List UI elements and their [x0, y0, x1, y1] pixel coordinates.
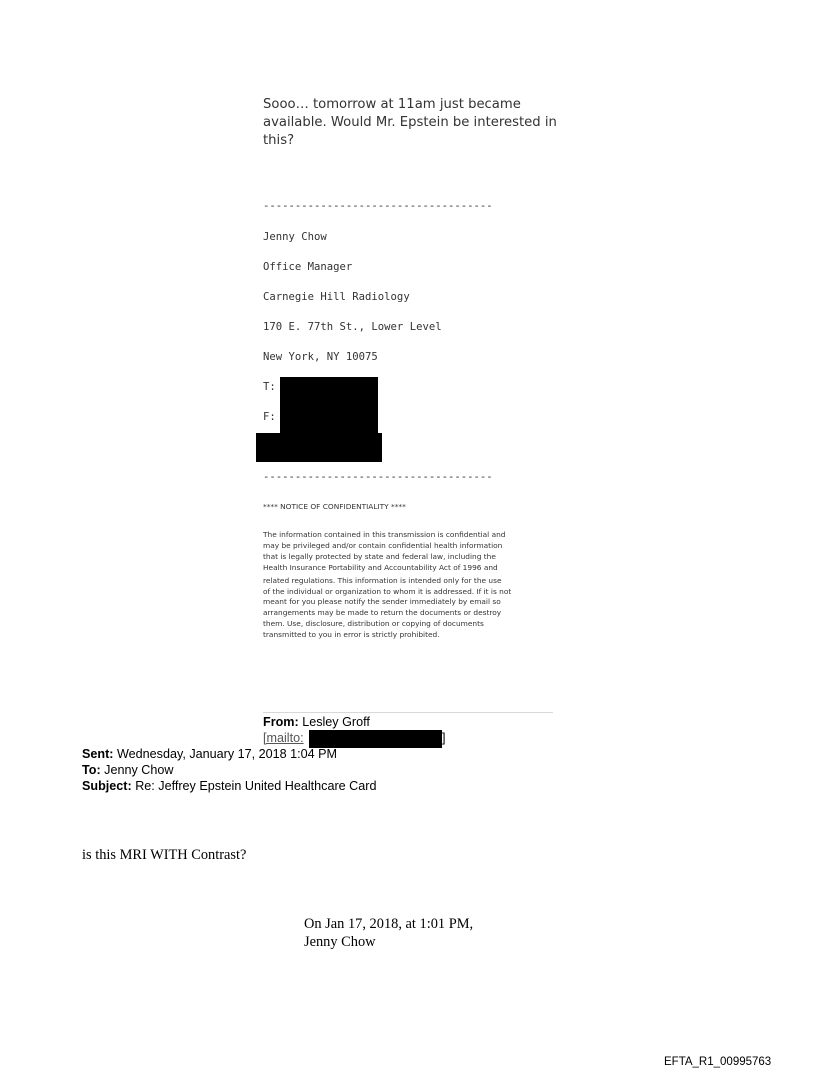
to-line — [82, 763, 173, 777]
redaction-block — [309, 730, 442, 748]
confidentiality-notice — [263, 530, 511, 641]
quoted-attribution-line1: On Jan 17, 2018, at 1:01 PM, — [304, 916, 474, 932]
mailto-line — [263, 731, 304, 745]
sent-value: Wednesday, January 17, 2018 1:04 PM — [116, 747, 338, 761]
notice-line: transmitted to you in error is strictly prohibited. — [263, 630, 440, 640]
signature-address: 170 E. 77th St., Lower Level — [263, 321, 442, 333]
notice-line: related regulations. This information is intended only for the use — [263, 575, 502, 585]
quoted-attribution-line2: Jenny Chow — [304, 934, 376, 950]
sent-label: Sent: — [82, 747, 114, 761]
notice-line: that is legally protected by state and federal law, including the — [263, 551, 496, 561]
subject-label: Subject: — [82, 779, 132, 793]
intro-line: available. Would Mr. Epstein be interested in — [263, 115, 557, 130]
signature-name: Jenny Chow — [263, 231, 327, 243]
to-label: To: — [82, 763, 101, 777]
from-line — [263, 715, 370, 729]
intro-line: this? — [263, 133, 295, 148]
subject-value: Re: Jeffrey Epstein United Healthcare Card — [135, 779, 377, 793]
notice-line: Health Insurance Portability and Accountability Act of 1996 and — [263, 562, 498, 572]
redaction-block — [280, 377, 378, 433]
message-body-intro — [263, 96, 557, 150]
notice-line: may be privileged and/or contain confidential health information — [263, 540, 503, 550]
sent-line — [82, 747, 337, 761]
subject-line — [82, 779, 376, 793]
intro-line: Sooo… tomorrow at 11am just became — [263, 97, 521, 112]
notice-line: meant for you please notify the sender immediately by email so — [263, 597, 501, 607]
signature-city: New York, NY 10075 — [263, 351, 378, 363]
signature-title: Office Manager — [263, 261, 353, 273]
document-id: EFTA_R1_00995763 — [664, 1056, 772, 1068]
mailto-link[interactable]: [mailto: — [263, 731, 304, 745]
signature-fax-label: F: — [263, 411, 276, 423]
redaction-block — [256, 433, 382, 462]
confidentiality-title: **** NOTICE OF CONFIDENTIALITY **** — [263, 502, 406, 511]
mailto-close: ] — [442, 731, 446, 745]
signature-company: Carnegie Hill Radiology — [263, 291, 410, 303]
signature-divider-top: ------------------------------------ — [263, 200, 493, 212]
from-label: From: — [263, 715, 299, 729]
reply-body: is this MRI WITH Contrast? — [82, 847, 247, 863]
to-value: Jenny Chow — [104, 763, 174, 777]
signature-phone-label: T: — [263, 381, 276, 393]
from-value: Lesley Groff — [302, 715, 370, 729]
notice-line: of the individual or organization to whom it is addressed. If it is not — [263, 586, 512, 596]
header-separator — [263, 712, 553, 713]
notice-line: arrangements may be made to return the documents or destroy — [263, 608, 502, 618]
notice-line: them. Use, disclosure, distribution or copying of documents — [263, 619, 484, 629]
notice-line: The information contained in this transmission is confidential and — [263, 530, 506, 539]
signature-divider-bottom: ------------------------------------ — [263, 471, 493, 483]
